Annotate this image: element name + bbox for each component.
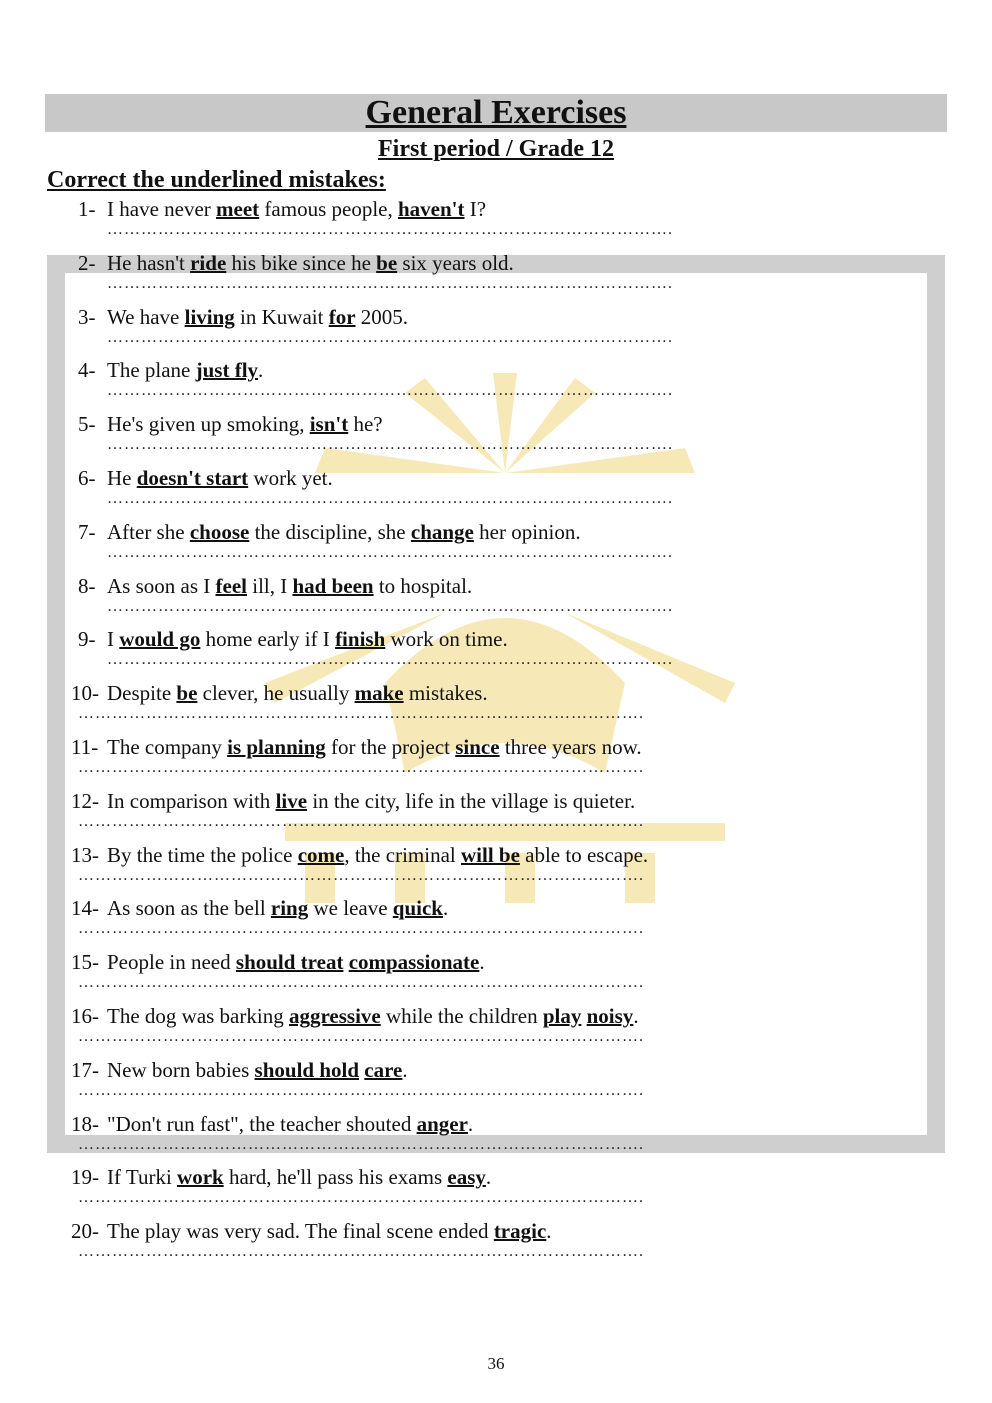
exercise-number: 15- <box>71 950 99 975</box>
sentence-text: "Don't run fast", the teacher shouted <box>107 1111 417 1136</box>
sentence-text: By the time the police <box>107 842 298 867</box>
sentence-text: After she <box>107 519 190 544</box>
exercise-sentence <box>71 680 488 706</box>
sentence-text: famous people, <box>259 197 398 221</box>
underlined-mistake: quick <box>392 896 443 921</box>
underlined-mistake: haven't <box>397 197 465 221</box>
sentence-text: while the children <box>380 1004 543 1028</box>
sentence-text: hard, he'll pass his exams <box>223 1165 448 1190</box>
exercise-sentence <box>78 304 408 330</box>
exercise-number: 10- <box>71 681 99 706</box>
exercise-number: 9- <box>78 627 96 652</box>
exercise-number: 19- <box>71 1165 99 1190</box>
exercise-item <box>0 949 992 1003</box>
sentence-text: The dog was barking <box>107 1004 289 1028</box>
sentence-text: New born babies <box>107 1057 255 1082</box>
sentence-text: , the criminal <box>344 842 461 867</box>
sentence-text: He hasn't <box>107 250 191 275</box>
exercise-sentence <box>71 1218 552 1244</box>
answer-line[interactable]: ………………………………………………………………………………………. <box>78 922 644 937</box>
underlined-mistake: should treat <box>235 950 344 975</box>
exercise-item <box>0 1218 992 1272</box>
underlined-mistake: isn't <box>309 412 349 437</box>
exercise-sentence <box>71 895 448 921</box>
answer-line[interactable]: ………………………………………………………………………………………. <box>78 1137 644 1152</box>
underlined-mistake: living <box>184 304 235 329</box>
answer-line[interactable]: ………………………………………………………………………………………. <box>78 761 644 775</box>
answer-line[interactable]: ………………………………………………………………………………………. <box>107 599 673 614</box>
sentence-text: . <box>258 358 264 383</box>
sentence-text: I <box>107 627 120 652</box>
sentence-text: mistakes. <box>403 681 488 706</box>
answer-line[interactable]: ………………………………………………………………………………………. <box>78 1030 644 1044</box>
sentence-text: . <box>402 1057 408 1082</box>
sentence-text: People in need <box>107 950 236 975</box>
sentence-text: 2005. <box>355 304 409 329</box>
exercise-sentence <box>71 788 635 814</box>
underlined-mistake: will be <box>460 842 520 867</box>
sentence-text: he? <box>348 412 383 437</box>
exercise-item <box>0 411 992 465</box>
sentence-text: his bike since he <box>226 250 377 275</box>
underlined-mistake: ride <box>190 250 227 275</box>
exercise-number: 17- <box>71 1057 99 1082</box>
answer-line[interactable]: ………………………………………………………………………………………. <box>78 1245 644 1260</box>
exercise-item <box>0 626 992 680</box>
underlined-mistake: come <box>297 842 345 867</box>
answer-line[interactable]: ………………………………………………………………………………………. <box>107 384 673 399</box>
underlined-mistake: aggressive <box>288 1004 381 1028</box>
sentence-text: The plane <box>107 358 196 383</box>
sentence-text: her opinion. <box>473 519 581 544</box>
page-title: General Exercises <box>365 94 627 131</box>
underlined-mistake: live <box>275 788 308 813</box>
page-number: 36 <box>487 1354 505 1373</box>
sentence-text: home early if I <box>200 627 336 652</box>
exercise-item <box>0 1057 992 1111</box>
exercise-item <box>0 573 992 627</box>
instruction-heading: Correct the underlined mistakes: <box>47 167 386 193</box>
underlined-mistake: is planning <box>227 735 326 759</box>
sentence-text: . <box>479 950 485 975</box>
exercise-number: 14- <box>71 896 99 921</box>
sentence-text: the discipline, she <box>249 519 411 544</box>
sentence-text: we leave <box>308 896 393 921</box>
underlined-mistake: be <box>176 681 198 706</box>
underlined-mistake: ring <box>270 896 309 921</box>
exercise-sentence <box>71 1111 473 1137</box>
exercise-item <box>0 196 992 250</box>
exercise-number: 8- <box>78 573 96 598</box>
exercise-number: 18- <box>71 1111 99 1136</box>
exercise-sentence <box>71 1003 639 1029</box>
sentence-text: He <box>107 466 137 490</box>
sentence-text: clever, he usually <box>197 681 355 706</box>
sentence-text: . <box>546 1219 552 1244</box>
exercise-number: 20- <box>71 1219 99 1244</box>
answer-line[interactable]: ………………………………………………………………………………………. <box>107 330 673 345</box>
exercise-item <box>0 465 992 519</box>
exercise-sentence <box>78 196 486 222</box>
underlined-mistake: would go <box>119 627 201 652</box>
sentence-text: I have never <box>107 197 217 221</box>
exercise-sentence <box>78 411 383 437</box>
underlined-mistake: since <box>455 735 500 759</box>
sentence-text: I? <box>464 197 487 221</box>
answer-line[interactable]: ………………………………………………………………………………………. <box>78 868 644 883</box>
underlined-mistake: care <box>364 1057 403 1082</box>
underlined-mistake: should hold <box>254 1057 360 1082</box>
underlined-mistake: feel <box>215 573 247 598</box>
exercise-item <box>0 250 992 304</box>
exercise-sentence <box>78 465 333 491</box>
underlined-mistake: compassionate <box>348 950 480 975</box>
exercise-sentence <box>71 842 648 868</box>
underlined-mistake: play <box>542 1004 582 1028</box>
page-subtitle: First period / Grade 12 <box>378 136 614 162</box>
exercise-sentence <box>71 949 485 975</box>
sentence-text: three years now. <box>499 735 642 759</box>
exercise-sentence <box>78 519 581 545</box>
underlined-mistake: doesn't start <box>136 466 249 490</box>
exercise-number: 5- <box>78 412 96 437</box>
sentence-text: able to escape. <box>519 842 649 867</box>
answer-line[interactable]: ………………………………………………………………………………………. <box>78 707 644 722</box>
sentence-text: in the city, life in the village is quieter. <box>307 788 636 813</box>
exercise-number: 1- <box>78 197 96 221</box>
underlined-mistake: tragic <box>493 1219 547 1244</box>
sentence-text: . <box>467 1111 474 1136</box>
sentence-text: for the project <box>325 735 456 759</box>
exercise-number: 16- <box>71 1004 99 1028</box>
exercise-item <box>0 304 992 358</box>
sentence-text: work on time. <box>385 627 508 652</box>
exercise-item <box>0 734 992 788</box>
sentence-text: work yet. <box>248 466 333 490</box>
answer-line[interactable]: ………………………………………………………………………………………. <box>78 1083 644 1098</box>
underlined-mistake: for <box>328 304 356 329</box>
exercise-number: 13- <box>71 842 99 867</box>
underlined-mistake: anger <box>416 1111 468 1136</box>
exercise-item <box>0 1003 992 1057</box>
exercise-sentence <box>78 626 508 652</box>
exercise-item <box>0 680 992 734</box>
sentence-text: . <box>633 1004 639 1028</box>
exercise-item <box>0 1164 992 1218</box>
exercise-number: 7- <box>78 519 96 544</box>
underlined-mistake: make <box>354 681 404 706</box>
answer-line[interactable]: ………………………………………………………………………………………. <box>107 276 673 291</box>
exercise-sentence <box>71 1057 408 1083</box>
exercise-item <box>0 1111 992 1165</box>
answer-line[interactable]: ………………………………………………………………………………………. <box>107 492 673 506</box>
exercise-number: 3- <box>78 304 96 329</box>
answer-line[interactable]: ………………………………………………………………………………………. <box>107 223 673 237</box>
sentence-text: As soon as the bell <box>107 896 271 921</box>
answer-line[interactable]: ………………………………………………………………………………………. <box>78 976 644 991</box>
exercise-item <box>0 788 992 842</box>
sentence-text: . <box>485 1165 492 1190</box>
sentence-text: As soon as I <box>107 573 216 598</box>
underlined-mistake: finish <box>335 627 386 652</box>
underlined-mistake: noisy <box>586 1004 634 1028</box>
underlined-mistake: meet <box>216 197 260 221</box>
exercise-number: 6- <box>78 466 96 490</box>
sentence-text: . <box>443 896 449 921</box>
underlined-mistake: change <box>410 519 474 544</box>
sentence-text: He's given up smoking, <box>107 412 310 437</box>
exercise-sentence <box>78 357 263 383</box>
exercise-item <box>0 842 992 896</box>
answer-line[interactable]: ………………………………………………………………………………………. <box>107 545 673 560</box>
exercise-number: 11- <box>71 735 99 759</box>
underlined-mistake: choose <box>189 519 250 544</box>
exercise-sentence <box>78 573 472 599</box>
sentence-text: We have <box>107 304 185 329</box>
exercise-number: 12- <box>71 788 99 813</box>
exercise-item <box>0 895 992 949</box>
sentence-text: to hospital. <box>373 573 473 598</box>
exercise-sentence <box>71 734 642 760</box>
exercise-item <box>0 357 992 411</box>
underlined-mistake: had been <box>292 573 374 598</box>
underlined-mistake: easy <box>447 1165 486 1190</box>
sentence-text: ill, I <box>246 573 293 598</box>
exercise-number: 4- <box>78 358 96 383</box>
answer-line[interactable]: ………………………………………………………………………………………. <box>78 814 644 829</box>
sentence-text: The company <box>107 735 228 759</box>
answer-line[interactable]: ………………………………………………………………………………………. <box>78 1191 644 1206</box>
exercise-sentence <box>71 1164 491 1190</box>
underlined-mistake: work <box>177 1165 224 1190</box>
exercise-sentence <box>78 250 514 276</box>
answer-line[interactable]: ………………………………………………………………………………………. <box>107 653 673 668</box>
underlined-mistake: be <box>376 250 398 275</box>
underlined-mistake: just fly <box>195 358 259 383</box>
sentence-text: In comparison with <box>107 788 276 813</box>
answer-line[interactable]: ………………………………………………………………………………………. <box>107 438 673 453</box>
sentence-text: in Kuwait <box>234 304 329 329</box>
exercise-item <box>0 519 992 573</box>
sentence-text: Despite <box>107 681 177 706</box>
sentence-text: The play was very sad. The final scene ended <box>107 1219 494 1244</box>
exercise-number: 2- <box>78 250 96 275</box>
sentence-text: six years old. <box>397 250 514 275</box>
sentence-text: If Turki <box>107 1165 178 1190</box>
